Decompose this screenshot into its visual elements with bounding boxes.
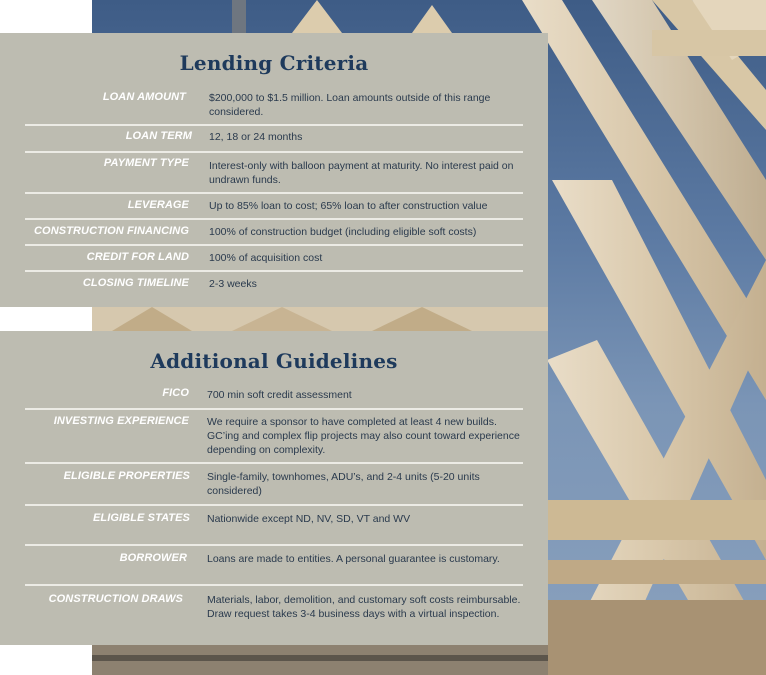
row-value: We require a sponsor to have completed at least 4 new builds. GC’ing and complex flip projects may also count toward experience depending on complexity. xyxy=(207,416,520,456)
table-row xyxy=(25,410,523,464)
row-label: BORROWER xyxy=(119,552,187,564)
row-label: LEVERAGE xyxy=(127,199,189,211)
additional-guidelines-title: Additional Guidelines xyxy=(150,349,398,373)
lending-criteria-panel xyxy=(0,33,548,307)
additional-guidelines-panel xyxy=(0,331,548,645)
row-value: 12, 18 or 24 months xyxy=(209,131,303,143)
table-row xyxy=(25,546,523,586)
table-row xyxy=(25,153,523,194)
row-label: CONSTRUCTION FINANCING xyxy=(34,225,189,237)
row-value: 700 min soft credit assessment xyxy=(207,389,352,401)
table-row xyxy=(25,586,523,641)
row-label: LOAN TERM xyxy=(125,130,192,142)
row-value: 2-3 weeks xyxy=(209,278,257,290)
row-value: Loans are made to entities. A personal guarantee is customary. xyxy=(207,553,500,565)
row-label: ELIGIBLE STATES xyxy=(92,512,190,524)
row-label: ELIGIBLE PROPERTIES xyxy=(63,470,190,482)
row-value: 100% of acquisition cost xyxy=(209,252,323,264)
table-row xyxy=(25,506,523,546)
row-label: LOAN AMOUNT xyxy=(102,91,186,103)
table-row xyxy=(25,246,523,272)
row-value: Up to 85% loan to cost; 65% loan to after construction value xyxy=(209,200,488,212)
row-value: Interest-only with balloon payment at maturity. No interest paid on undrawn funds. xyxy=(209,160,514,186)
table-row xyxy=(25,194,523,220)
table-row xyxy=(25,90,523,126)
row-label: CONSTRUCTION DRAWS xyxy=(48,593,183,605)
row-label: PAYMENT TYPE xyxy=(103,157,189,169)
row-label: INVESTING EXPERIENCE xyxy=(53,415,189,427)
table-row xyxy=(25,220,523,246)
table-row xyxy=(25,126,523,153)
lending-criteria-title: Lending Criteria xyxy=(179,51,369,75)
row-value: Single-family, townhomes, ADU’s, and 2-4 units (5-20 units considered) xyxy=(207,471,480,497)
row-label: FICO xyxy=(162,387,189,399)
row-value: Nationwide except ND, NV, SD, VT and WV xyxy=(207,513,411,525)
table-row xyxy=(25,272,523,296)
row-value: 100% of construction budget (including eligible soft costs) xyxy=(209,226,477,238)
row-value: Materials, labor, demolition, and customary soft costs reimbursable. Draw request takes 3-4 business days with a virtual inspection. xyxy=(207,594,521,620)
row-label: CREDIT FOR LAND xyxy=(86,251,189,263)
table-row xyxy=(25,464,523,506)
table-row xyxy=(25,386,523,410)
row-label: CLOSING TIMELINE xyxy=(82,277,189,289)
row-value: $200,000 to $1.5 million. Loan amounts outside of this range considered. xyxy=(209,92,491,118)
